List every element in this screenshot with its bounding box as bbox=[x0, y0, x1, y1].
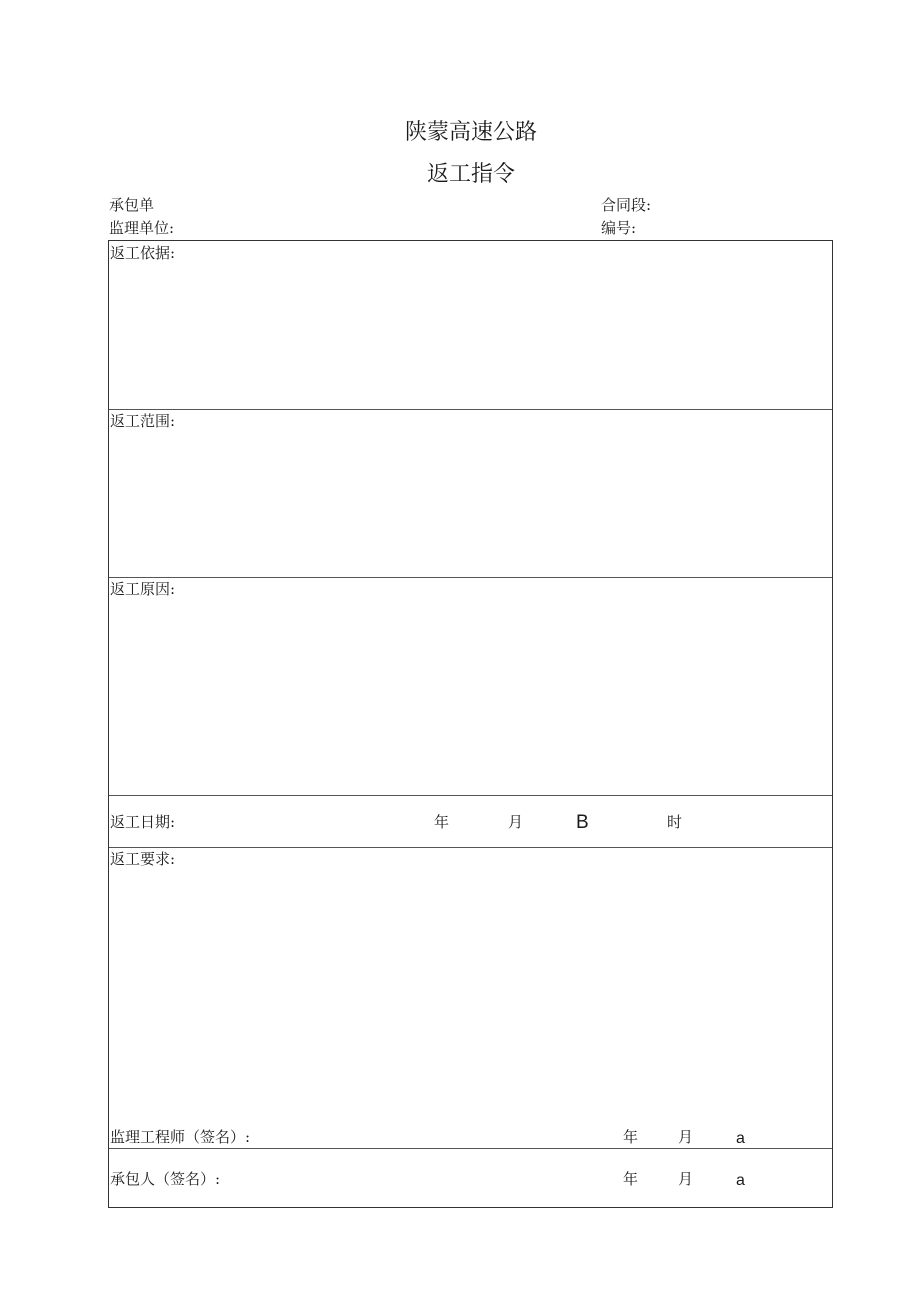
contractor-day-unit: a bbox=[736, 1172, 745, 1189]
contractor-label: 承包单 bbox=[109, 196, 155, 214]
engineer-month-unit: 月 bbox=[678, 1128, 694, 1146]
row-divider bbox=[109, 795, 832, 796]
row-divider bbox=[109, 577, 832, 578]
contractor-month-unit: 月 bbox=[678, 1170, 694, 1188]
basis-label: 返工依据: bbox=[110, 244, 176, 262]
date-day-unit: B bbox=[576, 812, 589, 833]
engineer-day-unit: a bbox=[736, 1130, 745, 1147]
reason-label: 返工原因: bbox=[110, 580, 176, 598]
form-table bbox=[108, 240, 833, 1208]
engineer-year-unit: 年 bbox=[623, 1128, 639, 1146]
contractor-signature-label: 承包人（签名）: bbox=[110, 1170, 221, 1188]
date-year-unit: 年 bbox=[434, 813, 450, 831]
contract-section-label: 合同段: bbox=[601, 196, 652, 214]
requirements-label: 返工要求: bbox=[110, 850, 176, 868]
engineer-signature-label: 监理工程师（签名）: bbox=[110, 1128, 251, 1146]
date-hour-unit: 时 bbox=[667, 813, 683, 831]
document-title: 陕蒙高速公路 bbox=[404, 120, 537, 145]
document-subtitle: 返工指令 bbox=[426, 162, 515, 187]
row-divider bbox=[109, 1148, 832, 1149]
row-divider bbox=[109, 847, 832, 848]
number-label: 编号: bbox=[601, 219, 637, 237]
row-divider bbox=[109, 409, 832, 410]
date-label: 返工日期: bbox=[110, 813, 176, 831]
date-month-unit: 月 bbox=[508, 813, 524, 831]
scope-label: 返工范围: bbox=[110, 412, 176, 430]
supervisor-unit-label: 监理单位: bbox=[109, 219, 175, 237]
contractor-year-unit: 年 bbox=[623, 1170, 639, 1188]
